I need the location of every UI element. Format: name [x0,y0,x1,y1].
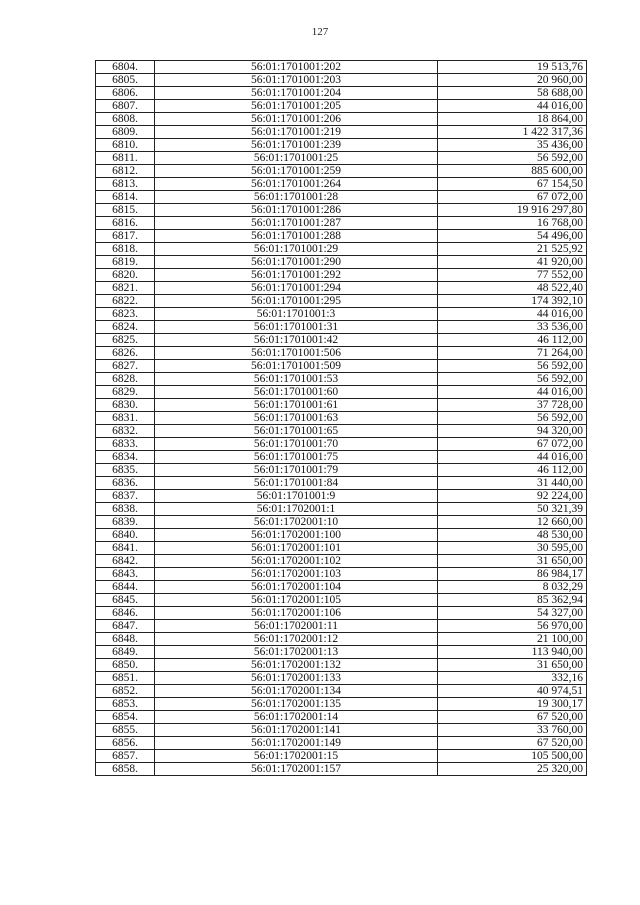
table-row [96,386,587,399]
table-row [96,477,587,490]
table-row [96,633,587,646]
cadastral-number: 56:01:1701001:204 [155,87,438,100]
cadastral-value: 113 940,00 [438,646,587,659]
cadastral-number: 56:01:1701001:288 [155,230,438,243]
cadastral-number: 56:01:1701001:205 [155,100,438,113]
row-number: 6828. [96,373,155,386]
cadastral-number: 56:01:1701001:9 [155,490,438,503]
row-number: 6825. [96,334,155,347]
cadastral-value: 16 768,00 [438,217,587,230]
page-number: 127 [311,26,329,38]
table-row [96,750,587,763]
cadastral-value: 20 960,00 [438,74,587,87]
cadastral-value: 18 864,00 [438,113,587,126]
row-number: 6809. [96,126,155,139]
table-row [96,360,587,373]
cadastral-number: 56:01:1702001:141 [155,724,438,737]
cadastral-value: 77 552,00 [438,269,587,282]
table-row [96,529,587,542]
table-row [96,165,587,178]
cadastral-number: 56:01:1702001:106 [155,607,438,620]
cadastral-value: 85 362,94 [438,594,587,607]
table-row [96,412,587,425]
cadastral-number: 56:01:1702001:134 [155,685,438,698]
table-row [96,659,587,672]
cadastral-value: 21 100,00 [438,633,587,646]
table-row [96,555,587,568]
table-row [96,672,587,685]
table-row [96,646,587,659]
cadastral-number: 56:01:1701001:60 [155,386,438,399]
row-number: 6827. [96,360,155,373]
table-row [96,698,587,711]
cadastral-number: 56:01:1701001:509 [155,360,438,373]
cadastral-value: 37 728,00 [438,399,587,412]
row-number: 6842. [96,555,155,568]
row-number: 6823. [96,308,155,321]
table-row [96,113,587,126]
cadastral-value: 58 688,00 [438,87,587,100]
cadastral-number: 56:01:1702001:105 [155,594,438,607]
cadastral-value: 33 536,00 [438,321,587,334]
table-row [96,581,587,594]
table-row [96,425,587,438]
table-row [96,516,587,529]
cadastral-value: 19 300,17 [438,698,587,711]
cadastral-number: 56:01:1701001:202 [155,61,438,74]
cadastral-number: 56:01:1701001:84 [155,477,438,490]
row-number: 6850. [96,659,155,672]
table-row [96,711,587,724]
cadastral-number: 56:01:1701001:3 [155,308,438,321]
row-number: 6807. [96,100,155,113]
row-number: 6832. [96,425,155,438]
cadastral-value: 67 154,50 [438,178,587,191]
row-number: 6820. [96,269,155,282]
row-number: 6837. [96,490,155,503]
cadastral-number: 56:01:1702001:13 [155,646,438,659]
cadastral-number: 56:01:1701001:70 [155,438,438,451]
cadastral-value: 48 530,00 [438,529,587,542]
cadastral-value: 48 522,40 [438,282,587,295]
table-row [96,204,587,217]
row-number: 6815. [96,204,155,217]
cadastral-number: 56:01:1702001:14 [155,711,438,724]
row-number: 6845. [96,594,155,607]
cadastral-value: 56 592,00 [438,360,587,373]
table-row [96,295,587,308]
cadastral-number: 56:01:1701001:65 [155,425,438,438]
table-row [96,243,587,256]
cadastral-value: 44 016,00 [438,308,587,321]
cadastral-value: 44 016,00 [438,451,587,464]
table-row [96,737,587,750]
cadastral-value: 54 496,00 [438,230,587,243]
cadastral-value: 12 660,00 [438,516,587,529]
table-row [96,178,587,191]
row-number: 6856. [96,737,155,750]
row-number: 6855. [96,724,155,737]
row-number: 6831. [96,412,155,425]
row-number: 6838. [96,503,155,516]
row-number: 6822. [96,295,155,308]
cadastral-number: 56:01:1701001:42 [155,334,438,347]
cadastral-value: 92 224,00 [438,490,587,503]
cadastral-number: 56:01:1702001:15 [155,750,438,763]
table-row [96,152,587,165]
table-row [96,503,587,516]
cadastral-number: 56:01:1702001:10 [155,516,438,529]
cadastral-number: 56:01:1702001:11 [155,620,438,633]
row-number: 6858. [96,763,155,776]
cadastral-value: 31 650,00 [438,555,587,568]
cadastral-number: 56:01:1701001:79 [155,464,438,477]
table-row [96,191,587,204]
cadastral-value: 44 016,00 [438,386,587,399]
row-number: 6829. [96,386,155,399]
table-row [96,126,587,139]
cadastral-number: 56:01:1701001:295 [155,295,438,308]
cadastral-value: 67 072,00 [438,191,587,204]
cadastral-number: 56:01:1701001:259 [155,165,438,178]
cadastral-number: 56:01:1701001:239 [155,139,438,152]
row-number: 6843. [96,568,155,581]
table-row [96,464,587,477]
row-number: 6811. [96,152,155,165]
cadastral-value: 56 592,00 [438,152,587,165]
cadastral-value: 67 072,00 [438,438,587,451]
row-number: 6810. [96,139,155,152]
cadastral-value: 33 760,00 [438,724,587,737]
row-number: 6847. [96,620,155,633]
table-row [96,373,587,386]
cadastral-value: 46 112,00 [438,464,587,477]
cadastral-value: 332,16 [438,672,587,685]
cadastral-number: 56:01:1701001:75 [155,451,438,464]
row-number: 6852. [96,685,155,698]
table-row [96,542,587,555]
cadastral-value: 19 513,76 [438,61,587,74]
cadastral-value: 40 974,51 [438,685,587,698]
cadastral-number: 56:01:1702001:100 [155,529,438,542]
row-number: 6841. [96,542,155,555]
cadastral-number: 56:01:1702001:132 [155,659,438,672]
cadastral-value: 67 520,00 [438,711,587,724]
cadastral-number: 56:01:1701001:287 [155,217,438,230]
row-number: 6806. [96,87,155,100]
row-number: 6849. [96,646,155,659]
cadastral-number: 56:01:1702001:135 [155,698,438,711]
cadastral-number: 56:01:1701001:63 [155,412,438,425]
cadastral-number: 56:01:1701001:29 [155,243,438,256]
table-row [96,620,587,633]
table-row [96,100,587,113]
row-number: 6830. [96,399,155,412]
table-row [96,256,587,269]
table-row [96,399,587,412]
row-number: 6826. [96,347,155,360]
cadastral-value-table [95,60,587,776]
table-row [96,308,587,321]
table-row [96,321,587,334]
cadastral-number: 56:01:1702001:133 [155,672,438,685]
table-row [96,568,587,581]
cadastral-value: 19 916 297,80 [438,204,587,217]
cadastral-value: 46 112,00 [438,334,587,347]
table-row [96,607,587,620]
cadastral-number: 56:01:1701001:292 [155,269,438,282]
cadastral-number: 56:01:1701001:206 [155,113,438,126]
cadastral-number: 56:01:1701001:290 [155,256,438,269]
cadastral-number: 56:01:1701001:203 [155,74,438,87]
row-number: 6818. [96,243,155,256]
cadastral-value: 54 327,00 [438,607,587,620]
cadastral-number: 56:01:1701001:25 [155,152,438,165]
cadastral-value: 8 032,29 [438,581,587,594]
row-number: 6824. [96,321,155,334]
table-row [96,334,587,347]
cadastral-number: 56:01:1701001:506 [155,347,438,360]
row-number: 6853. [96,698,155,711]
cadastral-value: 25 320,00 [438,763,587,776]
table-row [96,490,587,503]
row-number: 6804. [96,61,155,74]
row-number: 6813. [96,178,155,191]
table-row [96,763,587,776]
cadastral-number: 56:01:1702001:1 [155,503,438,516]
row-number: 6816. [96,217,155,230]
cadastral-number: 56:01:1702001:102 [155,555,438,568]
table-row [96,61,587,74]
cadastral-number: 56:01:1702001:101 [155,542,438,555]
row-number: 6833. [96,438,155,451]
row-number: 6854. [96,711,155,724]
table-row [96,139,587,152]
cadastral-value: 30 595,00 [438,542,587,555]
row-number: 6851. [96,672,155,685]
table-row [96,269,587,282]
row-number: 6808. [96,113,155,126]
cadastral-number: 56:01:1701001:61 [155,399,438,412]
row-number: 6844. [96,581,155,594]
row-number: 6857. [96,750,155,763]
table-row [96,438,587,451]
row-number: 6834. [96,451,155,464]
row-number: 6840. [96,529,155,542]
cadastral-number: 56:01:1702001:104 [155,581,438,594]
row-number: 6812. [96,165,155,178]
cadastral-number: 56:01:1702001:157 [155,763,438,776]
cadastral-value: 35 436,00 [438,139,587,152]
cadastral-value: 56 592,00 [438,373,587,386]
table-row [96,74,587,87]
table-row [96,451,587,464]
cadastral-value: 31 440,00 [438,477,587,490]
cadastral-value: 56 592,00 [438,412,587,425]
cadastral-number: 56:01:1701001:294 [155,282,438,295]
table-body [96,61,587,776]
cadastral-value: 56 970,00 [438,620,587,633]
cadastral-value: 71 264,00 [438,347,587,360]
cadastral-value: 1 422 317,36 [438,126,587,139]
table-row [96,282,587,295]
cadastral-value: 86 984,17 [438,568,587,581]
cadastral-value: 67 520,00 [438,737,587,750]
table-row [96,724,587,737]
cadastral-value: 41 920,00 [438,256,587,269]
table-row [96,230,587,243]
cadastral-value: 105 500,00 [438,750,587,763]
table-row [96,685,587,698]
cadastral-value: 885 600,00 [438,165,587,178]
cadastral-value: 31 650,00 [438,659,587,672]
row-number: 6817. [96,230,155,243]
row-number: 6836. [96,477,155,490]
row-number: 6814. [96,191,155,204]
cadastral-value: 50 321,39 [438,503,587,516]
cadastral-number: 56:01:1701001:28 [155,191,438,204]
table-row [96,87,587,100]
cadastral-value: 21 525,92 [438,243,587,256]
row-number: 6819. [96,256,155,269]
cadastral-number: 56:01:1701001:286 [155,204,438,217]
row-number: 6846. [96,607,155,620]
cadastral-value: 44 016,00 [438,100,587,113]
row-number: 6835. [96,464,155,477]
cadastral-number: 56:01:1701001:219 [155,126,438,139]
row-number: 6821. [96,282,155,295]
cadastral-number: 56:01:1701001:264 [155,178,438,191]
cadastral-value: 94 320,00 [438,425,587,438]
cadastral-number: 56:01:1702001:12 [155,633,438,646]
table-row [96,217,587,230]
row-number: 6839. [96,516,155,529]
cadastral-number: 56:01:1701001:31 [155,321,438,334]
row-number: 6805. [96,74,155,87]
table-row [96,347,587,360]
cadastral-number: 56:01:1702001:103 [155,568,438,581]
cadastral-value: 174 392,10 [438,295,587,308]
table-row [96,594,587,607]
row-number: 6848. [96,633,155,646]
cadastral-number: 56:01:1701001:53 [155,373,438,386]
cadastral-number: 56:01:1702001:149 [155,737,438,750]
